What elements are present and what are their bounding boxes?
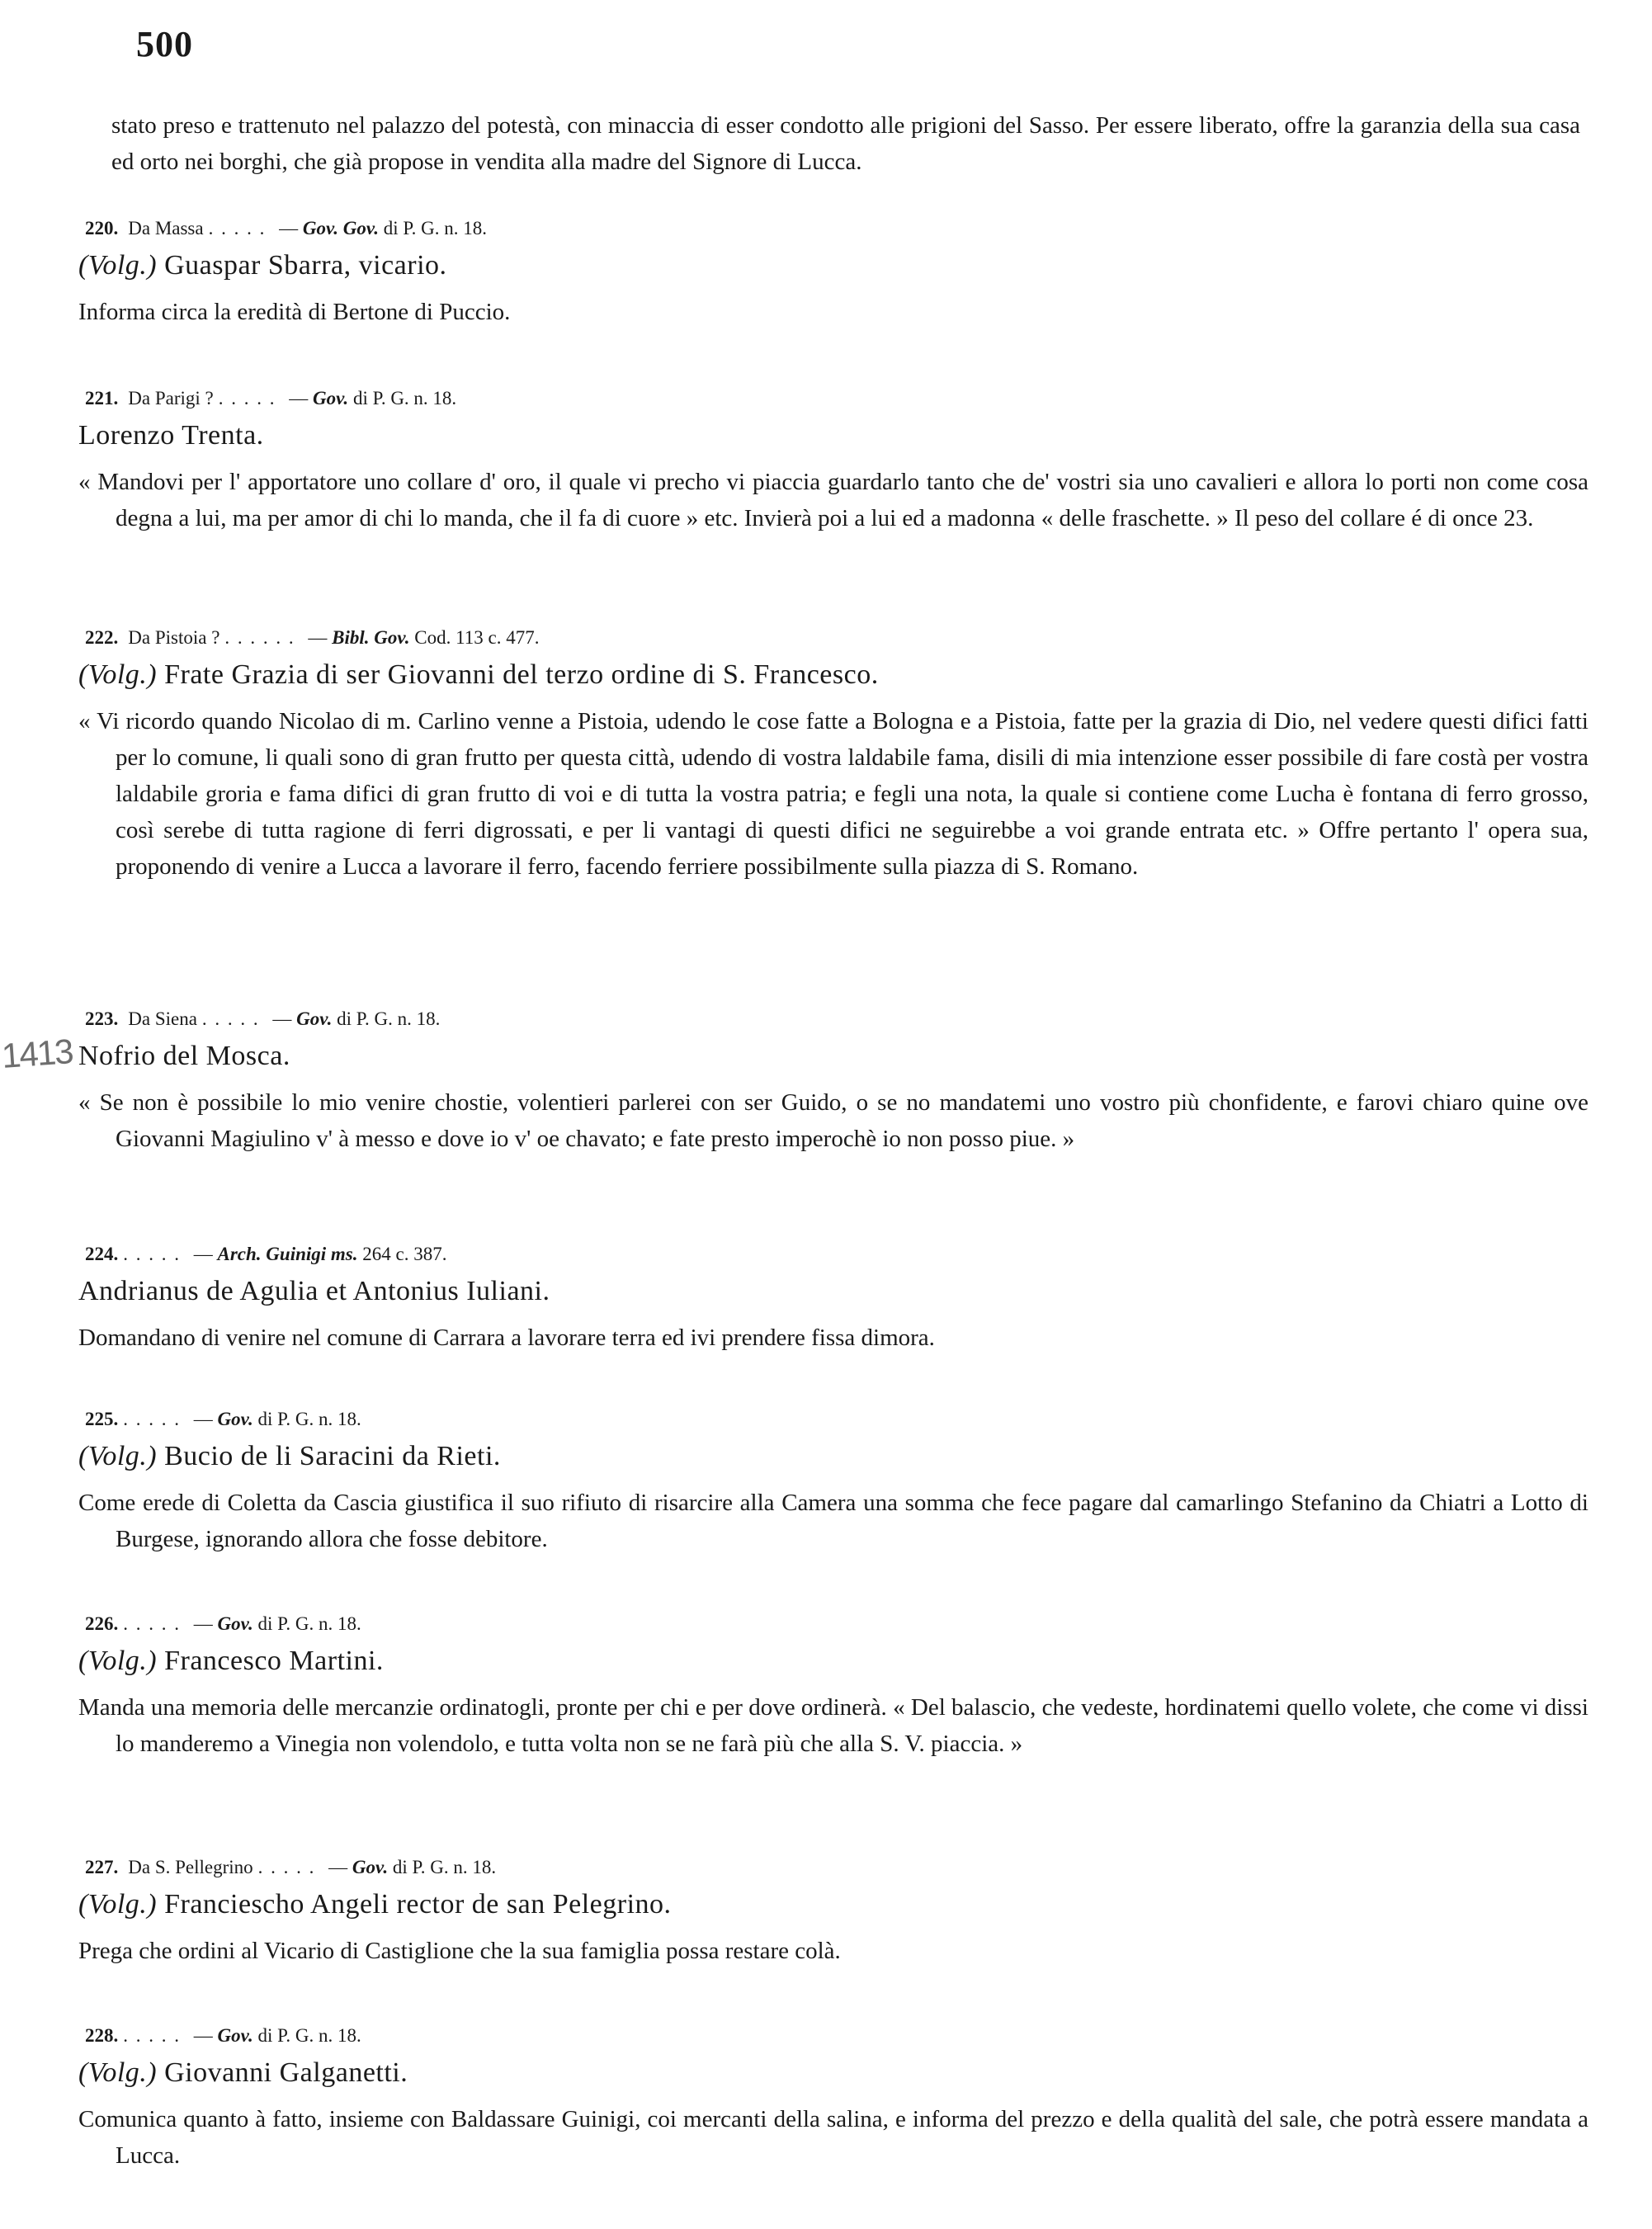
entry-dots: . . . . .	[123, 2025, 181, 2046]
entry-summary: « Se non è possibile lo mio venire chostie, volentieri parlerei con ser Guido, o se no mandatemi uno vostro più chonfidente, e farovi chiaro quine ove Giovanni Magiulino v' à messo e dove io v' oe chavato; e fate presto imperochè io non posso piue. »	[78, 1089, 1588, 1152]
source-dash: —	[193, 1244, 213, 1264]
entry-place: Da Massa	[128, 218, 204, 238]
entry-dots: . . . . .	[208, 218, 267, 238]
entry-sender: Andrianus de Agulia et Antonius Iuliani.	[78, 1276, 550, 1306]
source-dash: —	[272, 1008, 292, 1029]
entry-dots: . . . . . .	[224, 627, 295, 648]
entry-summary: Informa circa la eredità di Bertone di Puccio.	[78, 299, 511, 325]
source-reference: di P. G. n. 18.	[392, 1857, 497, 1877]
entry-sender-line	[78, 1887, 1588, 1923]
entry-summary: « Mandovi per l' apportatore uno collare d' oro, il quale vi precho vi piaccia guardarlo tanto che de' vostri sia uno cavalieri e allora lo porti non come cosa degna a lui, ma per amor di chi lo manda, che il fa di cuore » etc. Invierà poi a lui ed a madonna « delle fraschette. » Il peso del collare é di once 23.	[78, 469, 1588, 531]
entry-number: 228.	[85, 2025, 119, 2046]
margin-note: 1413	[0, 1032, 73, 1075]
entry-225	[78, 1407, 1588, 1557]
entry-meta	[85, 386, 1588, 411]
source-reference: 264 c. 387.	[362, 1244, 447, 1264]
entry-source	[194, 1244, 447, 1264]
entry-sender-line	[78, 2055, 1588, 2091]
volg-label: (Volg.)	[78, 659, 158, 690]
entry-meta	[85, 2024, 1588, 2048]
source-archive: Bibl. Gov.	[332, 627, 410, 648]
source-reference: di P. G. n. 18.	[383, 218, 488, 238]
entry-place: Da Siena	[128, 1008, 197, 1029]
entry-source	[272, 1008, 440, 1029]
entry-place: Da S. Pellegrino	[128, 1857, 253, 1877]
source-archive: Gov.	[217, 2025, 253, 2046]
entry-227	[78, 1855, 1588, 1969]
entry-number: 223.	[85, 1008, 119, 1029]
entry-source	[194, 1409, 361, 1429]
source-archive: Gov.	[296, 1008, 333, 1029]
entry-meta	[85, 1855, 1588, 1880]
source-archive: Gov.	[352, 1857, 389, 1877]
entry-meta	[85, 1612, 1588, 1636]
source-reference: Cod. 113 c. 477.	[414, 627, 540, 648]
entry-223	[78, 1007, 1588, 1157]
entry-summary: Manda una memoria delle mercanzie ordinatogli, pronte per chi e per dove ordinerà. « Del balascio, che vedeste, hordinatemi quello volete, che come vi dissi lo manderemo a Vinegia non volendolo, e tutta volta non se ne farà più che alla S. V. piaccia. »	[78, 1694, 1588, 1757]
entry-source	[289, 388, 456, 408]
source-dash: —	[328, 1857, 348, 1877]
source-reference: di P. G. n. 18.	[352, 388, 457, 408]
source-archive: Arch. Guinigi ms.	[217, 1244, 358, 1264]
entry-222	[78, 626, 1588, 885]
source-dash: —	[193, 1613, 213, 1634]
entry-number: 224.	[85, 1244, 119, 1264]
entry-number: 225.	[85, 1409, 119, 1429]
entry-sender: Frate Grazia di ser Giovanni del terzo ordine di S. Francesco.	[164, 659, 879, 690]
entry-sender: Francesco Martini.	[164, 1646, 384, 1676]
source-reference: di P. G. n. 18.	[257, 1409, 361, 1429]
entry-dots: . . . . .	[123, 1613, 181, 1634]
entry-place: Da Parigi ?	[128, 388, 214, 408]
entry-dots: . . . . .	[257, 1857, 316, 1877]
entry-sender-line	[78, 1438, 1588, 1475]
entry-source	[194, 1613, 361, 1634]
entry-summary: Prega che ordini al Vicario di Castiglione che la sua famiglia possa restare colà.	[78, 1938, 841, 1964]
entry-source	[328, 1857, 496, 1877]
source-dash: —	[289, 388, 309, 408]
entry-meta	[85, 1242, 1588, 1267]
entry-source	[279, 218, 487, 238]
entry-summary: « Vi ricordo quando Nicolao di m. Carlino venne a Pistoia, udendo le cose fatte a Bologna e a Pistoia, fatte per la grazia di Dio, nel vedere questi difici fatti per lo comune, li quali sono di gran frutto per questa città, udendo di vostra laldabile fama, disili di mia intenzione esser possibile di fare costà per vostra laldabile groria e fama difici di gran frutto di voi e di tutta la vostra patria; e fegli una nota, la quale si contiene come Lucha è fontana di ferro grosso, così serebe di tutta ragione di ferri digrossati, e per li vantagi di questi difici ne seguirebbe a voi grande entrata etc. » Offre pertanto l' opera sua, proponendo di venire a Lucca a lavorare il ferro, facendo ferriere possibilmente sulla piazza di S. Romano.	[78, 708, 1588, 880]
entry-sender-line	[78, 418, 1588, 454]
volg-label: (Volg.)	[78, 250, 158, 281]
entry-place: Da Pistoia ?	[128, 627, 220, 648]
source-reference: di P. G. n. 18.	[257, 2025, 361, 2046]
entry-source	[194, 2025, 361, 2046]
source-dash: —	[279, 218, 299, 238]
source-archive: Gov.	[312, 388, 349, 408]
volg-label: (Volg.)	[78, 1889, 158, 1920]
entry-221	[78, 386, 1588, 536]
source-reference: di P. G. n. 18.	[257, 1613, 361, 1634]
source-archive: Gov. Gov.	[302, 218, 380, 238]
entry-sender-line	[78, 657, 1588, 693]
entry-dots: . . . . .	[218, 388, 276, 408]
entry-sender: Bucio de li Saracini da Rieti.	[164, 1441, 501, 1471]
source-dash: —	[193, 1409, 213, 1429]
entry-dots: . . . . .	[201, 1008, 260, 1029]
source-archive: Gov.	[217, 1409, 253, 1429]
entry-number: 220.	[85, 218, 119, 238]
entry-226	[78, 1612, 1588, 1762]
entry-sender: Lorenzo Trenta.	[78, 420, 264, 451]
entry-220	[78, 216, 1588, 330]
entry-meta	[85, 1407, 1588, 1432]
entry-sender: Giovanni Galganetti.	[164, 2057, 408, 2088]
entry-224	[78, 1242, 1588, 1356]
entry-number: 222.	[85, 627, 119, 648]
entry-dots: . . . . .	[123, 1409, 181, 1429]
entry-228	[78, 2024, 1588, 2174]
entry-number: 221.	[85, 388, 119, 408]
intro-paragraph: stato preso e trattenuto nel palazzo del potestà, con minaccia di esser condotto alle prigioni del Sasso. Per essere liberato, offre la garanzia della sua casa ed orto nei borghi, che già propose in vendita alla madre del Signore di Lucca.	[111, 112, 1580, 175]
source-dash: —	[193, 2025, 213, 2046]
entry-number: 227.	[85, 1857, 119, 1877]
page-number: 500	[136, 24, 193, 64]
entry-summary: Domandano di venire nel comune di Carrara a lavorare terra ed ivi prendere fissa dimora.	[78, 1325, 935, 1351]
entry-sender: Nofrio del Mosca.	[78, 1041, 290, 1071]
entry-sender: Guaspar Sbarra, vicario.	[164, 250, 447, 281]
volg-label: (Volg.)	[78, 1441, 158, 1471]
entry-meta	[85, 1007, 1588, 1032]
entry-number: 226.	[85, 1613, 119, 1634]
entry-source	[308, 627, 539, 648]
source-archive: Gov.	[217, 1613, 253, 1634]
entry-sender: Franciescho Angeli rector de san Pelegrino.	[164, 1889, 672, 1920]
entry-meta	[85, 626, 1588, 650]
entry-meta	[85, 216, 1588, 241]
entry-sender-line	[78, 1643, 1588, 1679]
volg-label: (Volg.)	[78, 1646, 158, 1676]
entry-sender-line	[78, 1038, 1588, 1074]
volg-label: (Volg.)	[78, 2057, 158, 2088]
source-dash: —	[308, 627, 328, 648]
entry-summary: Comunica quanto à fatto, insieme con Baldassare Guinigi, coi mercanti della salina, e informa del prezzo e della qualità del sale, che potrà essere mandata a Lucca.	[78, 2106, 1588, 2169]
source-reference: di P. G. n. 18.	[337, 1008, 441, 1029]
entry-sender-line	[78, 248, 1588, 284]
entry-sender-line	[78, 1273, 1588, 1310]
entry-summary: Come erede di Coletta da Cascia giustifica il suo rifiuto di risarcire alla Camera una somma che fece pagare dal camarlingo Stefanino da Chiatri a Lotto di Burgese, ignorando allora che fosse debitore.	[78, 1490, 1588, 1552]
entry-dots: . . . . .	[123, 1244, 181, 1264]
